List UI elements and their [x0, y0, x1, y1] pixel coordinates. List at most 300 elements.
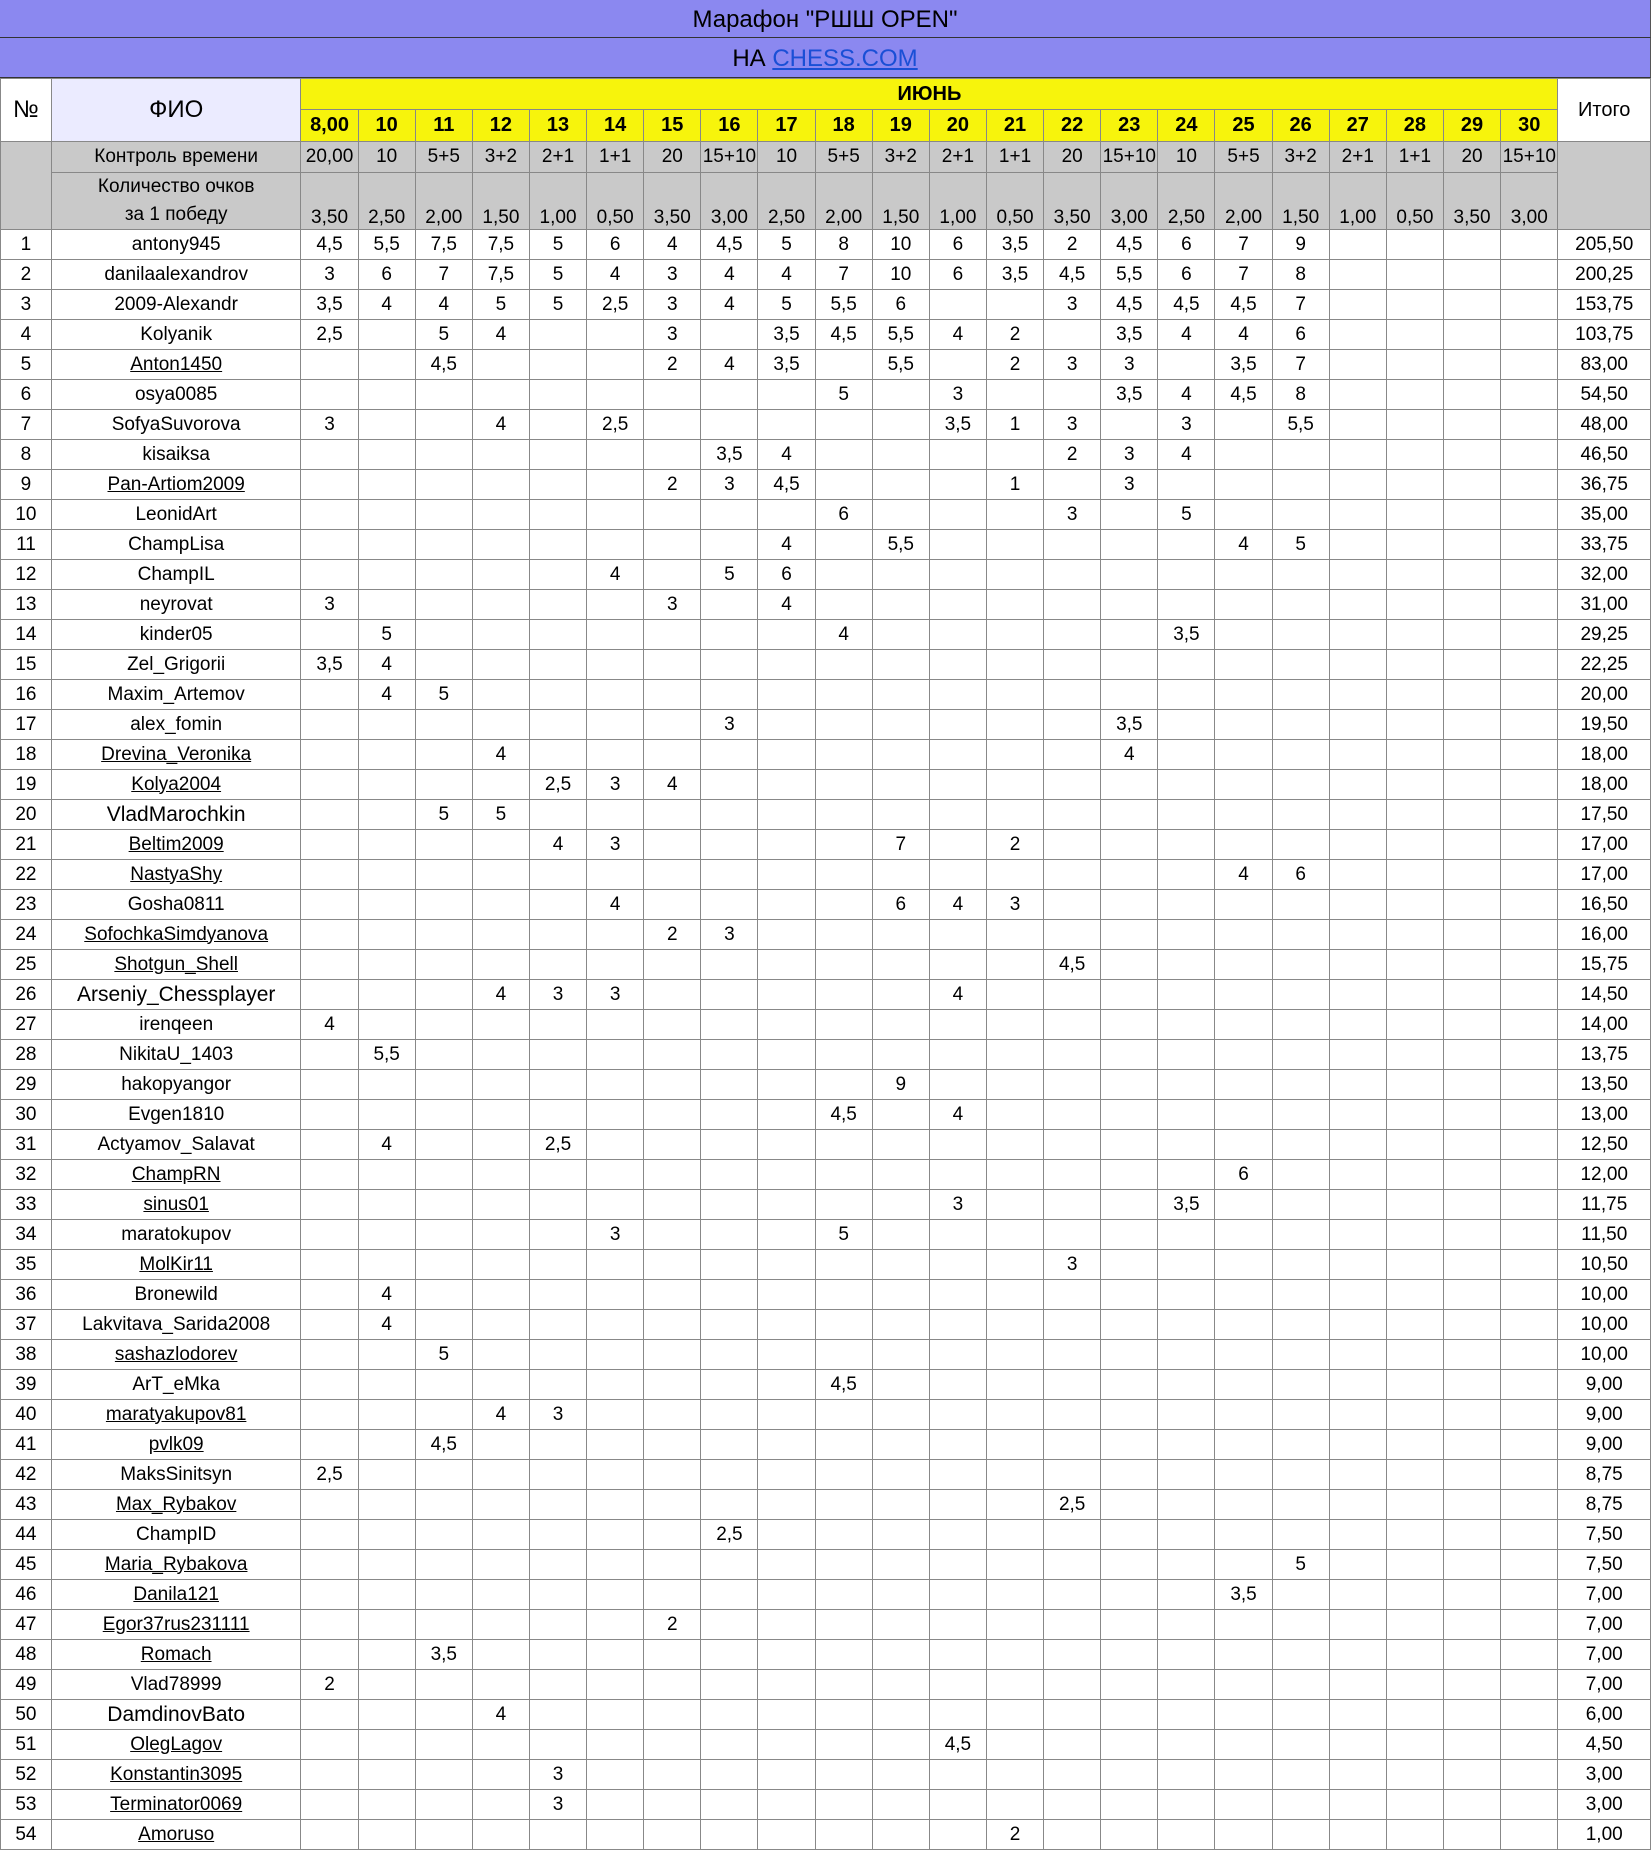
score-cell: [1501, 950, 1558, 980]
score-cell: [1272, 890, 1329, 920]
score-cell: [701, 1310, 758, 1340]
score-cell: [1158, 770, 1215, 800]
rank-cell: 15: [1, 650, 52, 680]
score-cell: [1443, 290, 1500, 320]
player-name[interactable]: sashazlodorev: [51, 1340, 301, 1370]
score-cell: 3: [644, 590, 701, 620]
score-cell: 5: [358, 620, 415, 650]
score-cell: [986, 530, 1043, 560]
score-cell: [701, 620, 758, 650]
score-cell: [301, 800, 358, 830]
score-cell: 5: [472, 800, 529, 830]
score-cell: [1329, 530, 1386, 560]
score-cell: [815, 590, 872, 620]
score-cell: [986, 1100, 1043, 1130]
time-control-cell: 3+2: [1272, 142, 1329, 173]
score-cell: [929, 1790, 986, 1820]
table-row: [1, 1790, 1651, 1820]
score-cell: [1386, 800, 1443, 830]
player-name[interactable]: Max_Rybakov: [51, 1490, 301, 1520]
score-cell: [587, 470, 644, 500]
rank-cell: 9: [1, 470, 52, 500]
score-cell: [1272, 440, 1329, 470]
score-cell: [472, 1310, 529, 1340]
score-cell: [758, 1400, 815, 1430]
table-row: [1, 1310, 1651, 1340]
score-cell: [1215, 1280, 1272, 1310]
score-cell: [358, 1010, 415, 1040]
score-cell: [815, 350, 872, 380]
score-cell: [1329, 1250, 1386, 1280]
score-cell: 3: [301, 260, 358, 290]
score-cell: 3,5: [1101, 710, 1158, 740]
score-cell: [1386, 1250, 1443, 1280]
score-cell: [1443, 1040, 1500, 1070]
score-cell: [1386, 770, 1443, 800]
total-cell: 7,50: [1558, 1550, 1651, 1580]
score-cell: [872, 1460, 929, 1490]
score-cell: [872, 1820, 929, 1850]
time-control-cell: 1+1: [1386, 142, 1443, 173]
score-cell: [1386, 1610, 1443, 1640]
player-name[interactable]: Maria_Rybakova: [51, 1550, 301, 1580]
points-per-win-cell: 3,50: [1044, 173, 1101, 230]
player-name: ChampID: [51, 1520, 301, 1550]
score-cell: [1329, 1730, 1386, 1760]
score-cell: [1101, 560, 1158, 590]
score-cell: [758, 1550, 815, 1580]
score-cell: [1044, 560, 1101, 590]
score-cell: [1501, 1640, 1558, 1670]
rank-cell: 18: [1, 740, 52, 770]
total-cell: 9,00: [1558, 1400, 1651, 1430]
score-cell: [872, 620, 929, 650]
score-cell: [1158, 1100, 1215, 1130]
score-cell: [1272, 470, 1329, 500]
total-cell: 20,00: [1558, 680, 1651, 710]
score-cell: [644, 650, 701, 680]
score-cell: [1158, 740, 1215, 770]
score-cell: 9: [1272, 230, 1329, 260]
score-cell: [758, 1160, 815, 1190]
score-cell: [872, 440, 929, 470]
score-cell: [529, 500, 586, 530]
score-cell: 4: [358, 680, 415, 710]
score-cell: [472, 1520, 529, 1550]
total-cell: 3,00: [1558, 1760, 1651, 1790]
score-cell: 3: [1044, 350, 1101, 380]
score-cell: [529, 530, 586, 560]
score-cell: [587, 590, 644, 620]
score-cell: [701, 1700, 758, 1730]
score-cell: [415, 1820, 472, 1850]
score-cell: [1272, 1610, 1329, 1640]
score-cell: [472, 1040, 529, 1070]
score-cell: 3,5: [1158, 620, 1215, 650]
score-cell: [587, 710, 644, 740]
score-cell: [1329, 1280, 1386, 1310]
chess-com-link[interactable]: CHESS.COM: [772, 45, 918, 72]
score-cell: [1272, 1580, 1329, 1610]
score-cell: [1386, 260, 1443, 290]
score-cell: [644, 1190, 701, 1220]
score-cell: [758, 1490, 815, 1520]
player-name[interactable]: pvlk09: [51, 1430, 301, 1460]
score-cell: [1158, 1010, 1215, 1040]
score-cell: [644, 830, 701, 860]
score-cell: [1215, 1520, 1272, 1550]
score-cell: [1101, 1670, 1158, 1700]
score-cell: [1443, 680, 1500, 710]
score-cell: [929, 530, 986, 560]
score-cell: [1329, 1820, 1386, 1850]
table-row: [1, 890, 1651, 920]
score-cell: [529, 470, 586, 500]
score-cell: [587, 1130, 644, 1160]
score-cell: [587, 1160, 644, 1190]
score-cell: [529, 1640, 586, 1670]
score-cell: [587, 1730, 644, 1760]
score-cell: [1329, 230, 1386, 260]
table-row: [1, 980, 1651, 1010]
score-cell: 2: [986, 350, 1043, 380]
score-cell: 4,5: [415, 350, 472, 380]
score-cell: [929, 1820, 986, 1850]
score-cell: 2,5: [1044, 1490, 1101, 1520]
score-cell: [1044, 1280, 1101, 1310]
score-cell: [1386, 1340, 1443, 1370]
score-cell: 3: [986, 890, 1043, 920]
player-name[interactable]: Egor37rus231111: [51, 1610, 301, 1640]
score-cell: [415, 650, 472, 680]
score-cell: [1044, 1160, 1101, 1190]
score-cell: [929, 1220, 986, 1250]
score-cell: [415, 1580, 472, 1610]
score-cell: [529, 1670, 586, 1700]
score-cell: [587, 950, 644, 980]
score-cell: [1386, 920, 1443, 950]
score-cell: 4: [587, 890, 644, 920]
score-cell: [701, 830, 758, 860]
score-cell: [1158, 1550, 1215, 1580]
score-cell: 4: [358, 650, 415, 680]
score-cell: [415, 1400, 472, 1430]
total-cell: 16,50: [1558, 890, 1651, 920]
score-cell: [1386, 230, 1443, 260]
score-cell: 4: [472, 1400, 529, 1430]
score-cell: [758, 980, 815, 1010]
score-cell: [1443, 1190, 1500, 1220]
score-cell: [358, 1340, 415, 1370]
player-name[interactable]: sinus01: [51, 1190, 301, 1220]
score-cell: [872, 920, 929, 950]
score-cell: [1044, 650, 1101, 680]
player-name[interactable]: maratyakupov81: [51, 1400, 301, 1430]
score-cell: [1272, 710, 1329, 740]
score-cell: [1501, 440, 1558, 470]
score-cell: [1272, 770, 1329, 800]
score-cell: [701, 590, 758, 620]
score-cell: [929, 1490, 986, 1520]
score-cell: 3: [929, 380, 986, 410]
score-cell: [758, 1010, 815, 1040]
player-name[interactable]: OlegLagov: [51, 1730, 301, 1760]
points-per-win-cell: 0,50: [986, 173, 1043, 230]
total-cell: 17,50: [1558, 800, 1651, 830]
table-row: [1, 800, 1651, 830]
player-name[interactable]: Kolya2004: [51, 770, 301, 800]
score-cell: [1386, 710, 1443, 740]
player-name[interactable]: Amoruso: [51, 1820, 301, 1850]
score-cell: 5: [758, 230, 815, 260]
score-cell: [1443, 800, 1500, 830]
score-cell: [472, 1190, 529, 1220]
score-cell: [1101, 1010, 1158, 1040]
score-cell: [1101, 530, 1158, 560]
score-cell: [644, 1700, 701, 1730]
score-cell: 4: [701, 350, 758, 380]
score-cell: [1101, 860, 1158, 890]
score-cell: [644, 1430, 701, 1460]
score-cell: [1101, 1220, 1158, 1250]
score-cell: 2,5: [301, 320, 358, 350]
player-name: 2009-Alexandr: [51, 290, 301, 320]
score-cell: [529, 440, 586, 470]
score-cell: [1215, 1130, 1272, 1160]
score-cell: 4,5: [815, 1370, 872, 1400]
score-cell: [986, 1130, 1043, 1160]
score-cell: [986, 590, 1043, 620]
score-cell: [929, 860, 986, 890]
score-cell: [1329, 1070, 1386, 1100]
player-name[interactable]: Drevina_Veronika: [51, 740, 301, 770]
score-cell: [815, 1340, 872, 1370]
score-cell: 4: [758, 530, 815, 560]
score-cell: [701, 1790, 758, 1820]
score-cell: [1329, 620, 1386, 650]
score-cell: 4: [472, 320, 529, 350]
rank-cell: 7: [1, 410, 52, 440]
total-cell: 1,00: [1558, 1820, 1651, 1850]
score-cell: [472, 1430, 529, 1460]
score-cell: [301, 920, 358, 950]
score-cell: [358, 380, 415, 410]
player-name[interactable]: Romach: [51, 1640, 301, 1670]
score-cell: [1501, 650, 1558, 680]
score-cell: [301, 1550, 358, 1580]
score-cell: [1443, 320, 1500, 350]
score-cell: 3,5: [1215, 350, 1272, 380]
total-cell: 7,50: [1558, 1520, 1651, 1550]
score-cell: [472, 380, 529, 410]
score-cell: [1386, 1310, 1443, 1340]
score-cell: [644, 1550, 701, 1580]
score-cell: [1329, 1040, 1386, 1070]
score-cell: [587, 920, 644, 950]
score-cell: [758, 890, 815, 920]
score-cell: 5: [415, 320, 472, 350]
score-cell: 5,5: [1101, 260, 1158, 290]
player-name[interactable]: Anton1450: [51, 350, 301, 380]
score-cell: [1044, 680, 1101, 710]
score-cell: [301, 530, 358, 560]
score-cell: [358, 1400, 415, 1430]
score-cell: 6: [758, 560, 815, 590]
score-cell: 7,5: [415, 230, 472, 260]
score-cell: [587, 350, 644, 380]
player-name[interactable]: Konstantin3095: [51, 1760, 301, 1790]
score-cell: [644, 740, 701, 770]
score-cell: [1501, 770, 1558, 800]
score-cell: [1158, 590, 1215, 620]
score-cell: [415, 890, 472, 920]
score-cell: [701, 1460, 758, 1490]
score-cell: [529, 1370, 586, 1400]
score-cell: [301, 560, 358, 590]
score-cell: [358, 350, 415, 380]
score-cell: [1272, 1430, 1329, 1460]
score-cell: [358, 1700, 415, 1730]
score-cell: [587, 500, 644, 530]
score-cell: [1386, 380, 1443, 410]
score-cell: [758, 1640, 815, 1670]
score-cell: 5: [415, 1340, 472, 1370]
score-cell: [1158, 950, 1215, 980]
score-cell: [1101, 1340, 1158, 1370]
score-cell: [1443, 1010, 1500, 1040]
score-cell: [701, 1010, 758, 1040]
score-cell: [1215, 1790, 1272, 1820]
player-name[interactable]: Shotgun_Shell: [51, 950, 301, 980]
score-cell: [1329, 1310, 1386, 1340]
score-cell: [1329, 560, 1386, 590]
table-row: [1, 1370, 1651, 1400]
player-name[interactable]: Terminator0069: [51, 1790, 301, 1820]
score-cell: [415, 440, 472, 470]
score-cell: [701, 1340, 758, 1370]
total-cell: 15,75: [1558, 950, 1651, 980]
points-per-win-cell: 2,00: [415, 173, 472, 230]
score-cell: [986, 290, 1043, 320]
score-cell: 2: [644, 920, 701, 950]
rank-cell: 13: [1, 590, 52, 620]
score-cell: [1044, 1370, 1101, 1400]
score-cell: [701, 800, 758, 830]
rank-cell: 25: [1, 950, 52, 980]
player-name: ChampIL: [51, 560, 301, 590]
score-cell: [758, 1730, 815, 1760]
score-cell: [1215, 470, 1272, 500]
score-cell: [1443, 1160, 1500, 1190]
time-control-cell: 2+1: [529, 142, 586, 173]
score-cell: 6: [872, 890, 929, 920]
score-cell: 4: [1158, 380, 1215, 410]
rank-cell: 48: [1, 1640, 52, 1670]
table-row: [1, 1040, 1651, 1070]
score-cell: [758, 1100, 815, 1130]
score-cell: [872, 1010, 929, 1040]
table-row: [1, 1580, 1651, 1610]
score-cell: [529, 1070, 586, 1100]
player-name[interactable]: MolKir11: [51, 1250, 301, 1280]
table-row: [1, 1520, 1651, 1550]
score-cell: [529, 680, 586, 710]
rank-cell: 22: [1, 860, 52, 890]
score-cell: 4,5: [701, 230, 758, 260]
score-cell: [1443, 590, 1500, 620]
score-cell: [986, 1670, 1043, 1700]
player-name[interactable]: Pan-Artiom2009: [51, 470, 301, 500]
score-cell: [872, 1610, 929, 1640]
total-cell: 83,00: [1558, 350, 1651, 380]
player-name[interactable]: NastyaShy: [51, 860, 301, 890]
score-cell: [1215, 590, 1272, 620]
score-cell: [986, 1400, 1043, 1430]
score-cell: [587, 1010, 644, 1040]
day-header: 19: [872, 110, 929, 142]
score-cell: 5: [529, 290, 586, 320]
score-cell: [815, 1490, 872, 1520]
points-per-win-cell: 3,50: [301, 173, 358, 230]
score-cell: [1386, 1520, 1443, 1550]
score-cell: 5,5: [872, 350, 929, 380]
score-cell: [358, 1580, 415, 1610]
score-cell: [1101, 1460, 1158, 1490]
score-cell: [758, 1790, 815, 1820]
score-cell: [1443, 1280, 1500, 1310]
player-name[interactable]: ChampRN: [51, 1160, 301, 1190]
score-cell: [1501, 860, 1558, 890]
player-name[interactable]: SofochkaSimdyanova: [51, 920, 301, 950]
score-cell: [1386, 1370, 1443, 1400]
total-cell: 46,50: [1558, 440, 1651, 470]
score-cell: [929, 1010, 986, 1040]
score-cell: [644, 1820, 701, 1850]
score-cell: [358, 740, 415, 770]
score-cell: 4,5: [415, 1430, 472, 1460]
score-cell: [1386, 470, 1443, 500]
score-cell: [815, 1070, 872, 1100]
score-cell: [1386, 1820, 1443, 1850]
player-name[interactable]: Danila121: [51, 1580, 301, 1610]
score-cell: [644, 1340, 701, 1370]
score-cell: [1215, 710, 1272, 740]
score-cell: [815, 1580, 872, 1610]
score-cell: [1158, 1070, 1215, 1100]
score-cell: [758, 650, 815, 680]
score-cell: [986, 1550, 1043, 1580]
score-cell: [701, 680, 758, 710]
table-row: [1, 590, 1651, 620]
score-cell: [1044, 1100, 1101, 1130]
rank-cell: 37: [1, 1310, 52, 1340]
score-cell: [301, 1190, 358, 1220]
score-cell: [1386, 1010, 1443, 1040]
rank-cell: 53: [1, 1790, 52, 1820]
score-cell: 4: [758, 440, 815, 470]
score-cell: [929, 1460, 986, 1490]
score-cell: [1215, 1640, 1272, 1670]
rank-cell: 28: [1, 1040, 52, 1070]
score-cell: [1158, 1400, 1215, 1430]
points-per-win-cell: 2,00: [1215, 173, 1272, 230]
score-cell: [472, 590, 529, 620]
score-cell: [1501, 1610, 1558, 1640]
score-cell: [701, 1490, 758, 1520]
score-cell: [1329, 710, 1386, 740]
points-per-win-cell: 1,50: [472, 173, 529, 230]
player-name[interactable]: Beltim2009: [51, 830, 301, 860]
